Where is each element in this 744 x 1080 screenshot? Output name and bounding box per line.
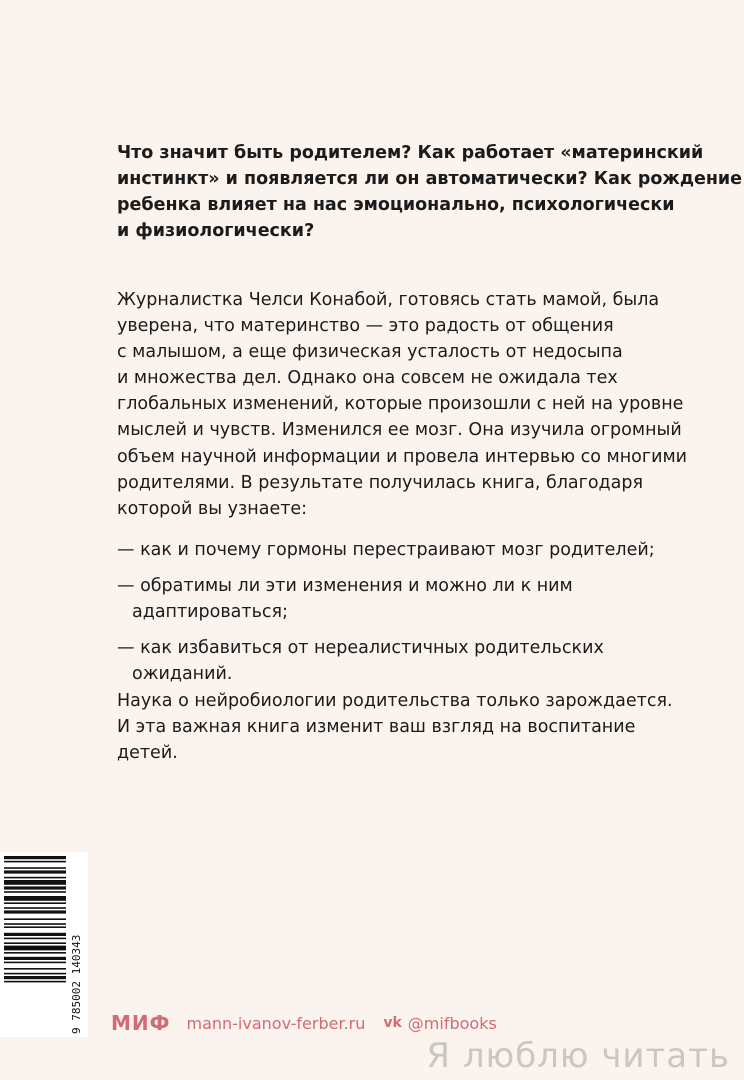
barcode-bar bbox=[4, 946, 66, 951]
body-line: Журналистка Челси Конабой, готовясь стать мамой, была bbox=[117, 290, 660, 310]
barcode-digits: 9 785002 140343 bbox=[70, 934, 83, 1034]
barcode-bar bbox=[4, 933, 66, 936]
barcode-bar bbox=[4, 891, 66, 893]
body-line: родителями. В результате получилась книга, благодаря bbox=[117, 472, 644, 493]
barcode-bar bbox=[4, 962, 66, 964]
body-line: которой вы узнаете: bbox=[117, 498, 308, 519]
watermark-text: Я люблю читать bbox=[426, 1036, 730, 1076]
barcode-bar bbox=[4, 981, 66, 983]
feature-list bbox=[117, 537, 717, 697]
body-line: уверена, что материнство — это радость от общения bbox=[117, 316, 614, 337]
barcode-graphic bbox=[0, 852, 88, 1037]
isbn-barcode bbox=[0, 852, 88, 1037]
barcode-bar bbox=[4, 867, 66, 869]
barcode-bar bbox=[4, 870, 66, 873]
body-line: мыслей и чувств. Изменился ее мозг. Она изучила огромный bbox=[117, 420, 682, 441]
barcode-bar bbox=[4, 861, 66, 863]
list-item-line: — обратимы ли эти изменения и можно ли к ним bbox=[117, 576, 573, 596]
body-line: и множества дел. Однако она совсем не ожидала тех bbox=[117, 368, 618, 389]
barcode-bar bbox=[4, 952, 66, 954]
barcode-bar bbox=[4, 896, 66, 901]
body-line: с малышом, а еще физическая усталость от недосыпа bbox=[117, 342, 623, 363]
barcode-bar bbox=[4, 886, 66, 889]
lead-line: ребенка влияет на нас эмоционально, психологически bbox=[117, 195, 675, 215]
list-item-line: адаптироваться; bbox=[132, 602, 288, 622]
list-item bbox=[117, 635, 717, 687]
barcode-bar bbox=[4, 926, 66, 928]
barcode-bar bbox=[4, 968, 66, 970]
barcode-bar bbox=[4, 902, 66, 904]
publisher-logo: МИФ bbox=[111, 1011, 171, 1035]
body-paragraph bbox=[117, 287, 717, 522]
barcode-bar bbox=[4, 976, 66, 979]
outro-line: Наука о нейробиологии родительства только зарождается. bbox=[117, 691, 673, 711]
outro-line: детей. bbox=[117, 743, 178, 764]
closing-paragraph bbox=[117, 688, 717, 766]
barcode-bar bbox=[4, 942, 66, 944]
lead-line: инстинкт» и появляется ли он автоматически? Как рождение bbox=[117, 169, 743, 189]
body-line: объем научной информации и провела интервью со многими bbox=[117, 446, 688, 467]
barcode-bar bbox=[4, 910, 66, 913]
vk-icon: vk bbox=[383, 1015, 402, 1031]
list-item-line: ожиданий. bbox=[132, 664, 233, 684]
barcode-bar bbox=[4, 856, 66, 859]
publisher-site-link[interactable]: mann-ivanov-ferber.ru bbox=[186, 1013, 366, 1033]
list-item bbox=[117, 573, 717, 625]
lead-line: и физиологически? bbox=[117, 221, 315, 241]
barcode-bar bbox=[4, 880, 66, 885]
barcode-bar bbox=[4, 877, 66, 879]
barcode-bar bbox=[4, 973, 66, 975]
social-handle-link[interactable]: @mifbooks bbox=[407, 1013, 497, 1033]
lead-paragraph bbox=[117, 140, 743, 244]
publisher-footer bbox=[111, 1008, 497, 1038]
barcode-bar bbox=[4, 907, 66, 909]
body-line: глобальных изменений, которые произошли с ней на уровне bbox=[117, 394, 684, 415]
list-item-line: — как избавиться от нереалистичных родительских bbox=[117, 638, 604, 658]
lead-line: Что значит быть родителем? Как работает «материнский bbox=[117, 143, 704, 163]
barcode-bar bbox=[4, 918, 66, 920]
barcode-bar bbox=[4, 923, 66, 925]
barcode-bar bbox=[4, 957, 66, 960]
list-item-line: — как и почему гормоны перестраивают мозг родителей; bbox=[117, 540, 655, 560]
barcode-bar bbox=[4, 938, 66, 940]
list-item bbox=[117, 537, 717, 563]
outro-line: И эта важная книга изменит ваш взгляд на воспитание bbox=[117, 717, 636, 738]
